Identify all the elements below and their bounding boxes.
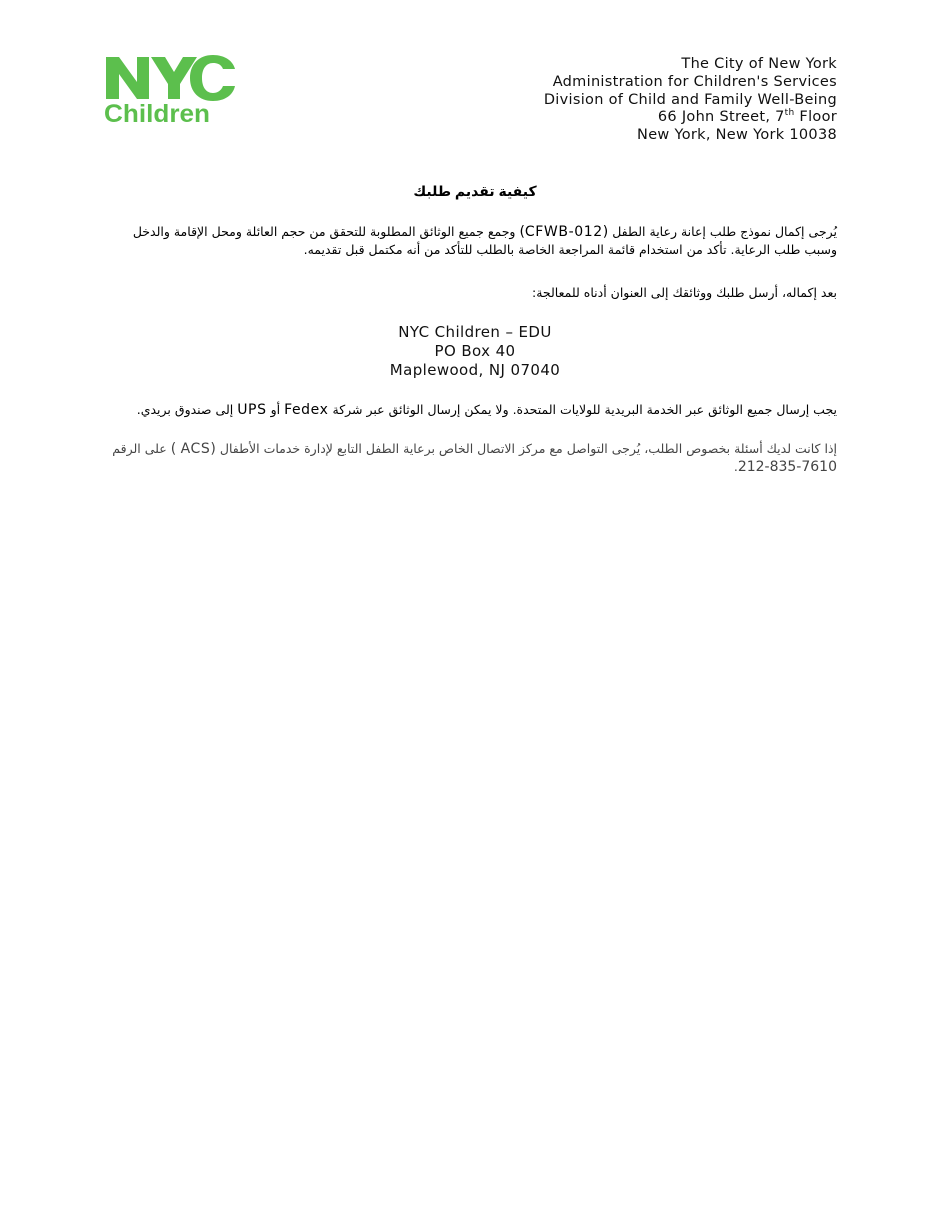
logo-letter-c	[190, 55, 235, 101]
carrier-name: UPS	[237, 402, 267, 418]
contact-paragraph	[107, 440, 837, 476]
org-address-line: Division of Child and Family Well-Being	[543, 91, 837, 108]
organization-address	[477, 56, 837, 145]
logo-word: Children	[104, 100, 210, 125]
instructions-paragraph	[127, 223, 837, 258]
paragraph-text: وجمع جميع الوثائق المطلوبة للتحقق من حجم العائلة ومحل الإقامة والدخل وسبب طلب الرعاية. تأكد من استخدام قائمة المراجعة الخاصة بالطلب للتأكد من أنه مكتمل قبل تقديمه.	[132, 224, 837, 257]
mailing-address-line: NYC Children – EDU	[398, 323, 552, 341]
street-address: 66 John Street, 7	[657, 109, 785, 126]
org-address-line: New York, New York 10038	[637, 127, 837, 144]
org-address-line: Administration for Children's Services	[552, 73, 837, 90]
logo-letter-n	[106, 57, 149, 99]
org-address-line	[477, 109, 837, 127]
paragraph-text: إلى صندوق بريدي.	[136, 402, 238, 417]
mailing-address	[0, 323, 950, 380]
mailing-address-line: Maplewood, NJ 07040	[389, 361, 561, 379]
form-code: (CFWB-012)	[519, 224, 609, 240]
paragraph-text: يجب إرسال جميع الوثائق عبر الخدمة البريدية للولايات المتحدة. ولا يمكن إرسال الوثائق عبر شركة	[328, 402, 837, 417]
ordinal-suffix: th	[784, 108, 795, 119]
carrier-name: Fedex	[284, 402, 329, 418]
nyc-children-logo-graphic	[104, 55, 238, 125]
paragraph-text: أو	[266, 402, 285, 417]
paragraph-text: على الرقم	[112, 441, 171, 456]
document-title: كيفية تقديم طلبك	[413, 183, 537, 199]
paragraph-text: إذا كانت لديك أسئلة بخصوص الطلب، يُرجى التواصل مع مركز الاتصال الخاص برعاية الطفل التابع لإدارة خدمات الأطفال	[215, 441, 837, 456]
mail-service-paragraph	[77, 401, 837, 419]
org-code: ( ACS)	[170, 441, 216, 457]
paragraph-text: .	[733, 459, 738, 474]
nyc-children-logo	[104, 55, 238, 125]
paragraph-text: يُرجى إكمال نموذج طلب إعانة رعاية الطفل	[608, 224, 837, 239]
org-address-line: The City of New York	[681, 56, 837, 72]
floor-label: Floor	[794, 109, 837, 126]
submission-paragraph: بعد إكماله، أرسل طلبك ووثائقك إلى العنوان أدناه للمعالجة:	[532, 285, 837, 300]
phone-number: 212-835-7610	[737, 459, 837, 475]
mailing-address-line: PO Box 40	[434, 342, 516, 360]
